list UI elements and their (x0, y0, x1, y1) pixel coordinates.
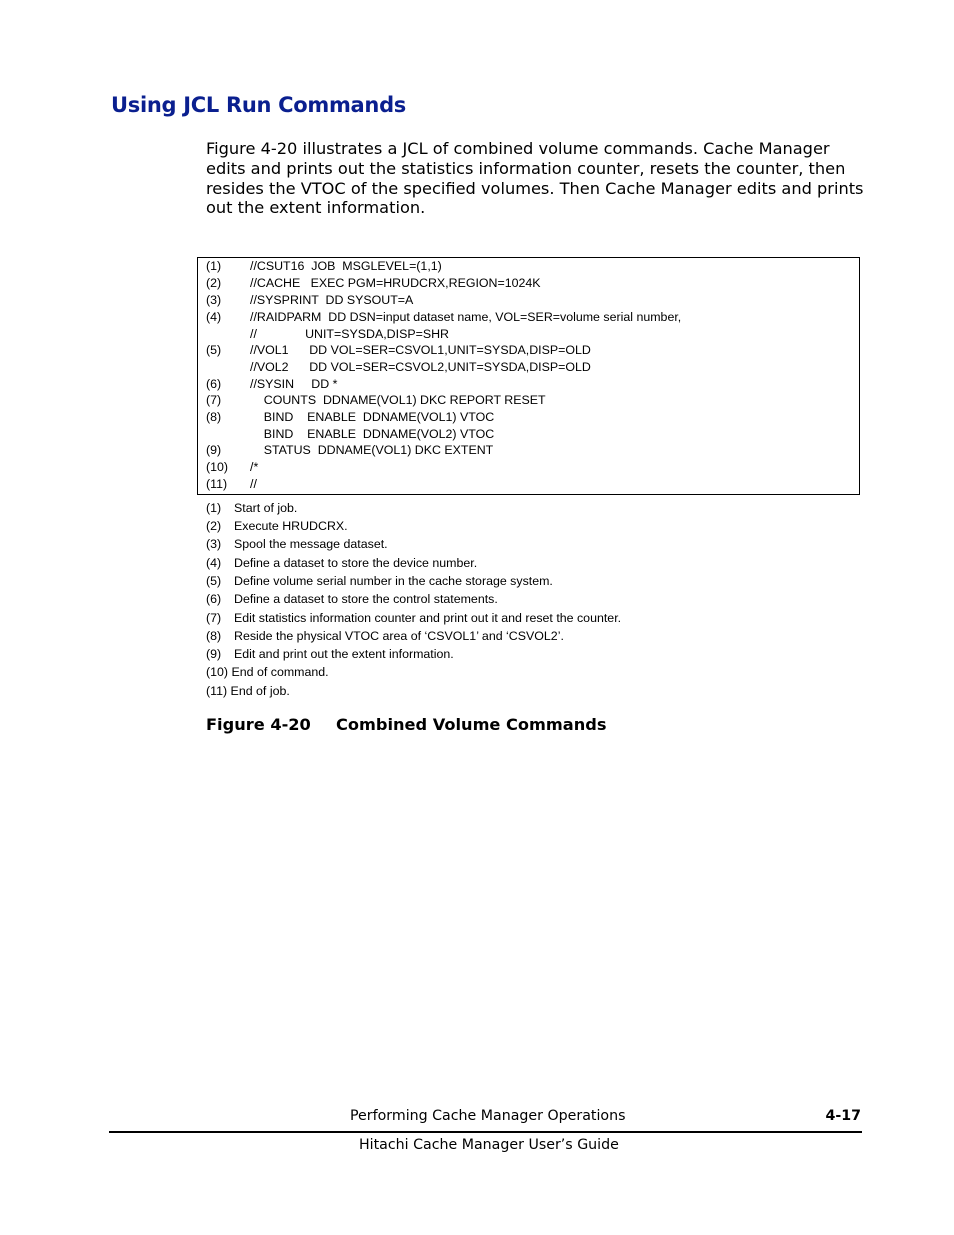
footer-page-number: 4-17 (825, 1108, 861, 1124)
note-number: (6) (206, 592, 222, 606)
code-line-number: (10) (206, 460, 229, 474)
code-line-text: //VOL1 DD VOL=SER=CSVOL1,UNIT=SYSDA,DISP=OLD (250, 343, 591, 357)
note-text: Execute HRUDCRX. (234, 519, 348, 533)
note-text: (11) End of job. (206, 684, 290, 698)
code-line-text: /* (250, 460, 259, 474)
note-text: Start of job. (234, 501, 298, 515)
code-line-number: (9) (206, 443, 222, 457)
note-number: (2) (206, 519, 222, 533)
code-line-number: (1) (206, 259, 222, 273)
footer-guide-title: Hitachi Cache Manager User’s Guide (359, 1137, 619, 1153)
code-line-text: BIND ENABLE DDNAME(VOL2) VTOC (250, 427, 495, 441)
section-heading: Using JCL Run Commands (111, 93, 406, 117)
footer-section-title: Performing Cache Manager Operations (350, 1108, 626, 1124)
footer-divider (109, 1131, 862, 1133)
note-text: Spool the message dataset. (234, 537, 388, 551)
note-text: Define volume serial number in the cache storage system. (234, 574, 553, 588)
note-text: (10) End of command. (206, 665, 329, 679)
code-line-number: (2) (206, 276, 222, 290)
note-number: (4) (206, 556, 222, 570)
figure-label: Figure 4-20 (206, 715, 311, 734)
code-line-number: (3) (206, 293, 222, 307)
code-line-number: (5) (206, 343, 222, 357)
code-line-number: (8) (206, 410, 222, 424)
note-number: (1) (206, 501, 222, 515)
note-text: Edit statistics information counter and print out it and reset the counter. (234, 611, 622, 625)
intro-paragraph: Figure 4-20 illustrates a JCL of combined volume commands. Cache Manager edits and prints out the statistics information counter, resets the counter, then resides the VTOC of the specified volumes. Then Cache Manager edits and prints out the extent information. (206, 139, 864, 218)
code-line-text: //SYSIN DD * (250, 377, 338, 391)
code-line-number: (11) (206, 477, 228, 491)
note-number: (5) (206, 574, 222, 588)
code-line-text: //SYSPRINT DD SYSOUT=A (250, 293, 414, 307)
note-text: Edit and print out the extent information. (234, 647, 454, 661)
code-line-text: //CSUT16 JOB MSGLEVEL=(1,1) (250, 259, 442, 273)
code-line-number: (4) (206, 310, 222, 324)
note-text: Define a dataset to store the control statements. (234, 592, 498, 606)
note-number: (3) (206, 537, 222, 551)
code-line-number: (7) (206, 393, 222, 407)
figure-title: Combined Volume Commands (336, 715, 607, 734)
note-text: Define a dataset to store the device number. (234, 556, 478, 570)
code-line-text: BIND ENABLE DDNAME(VOL1) VTOC (250, 410, 495, 424)
note-number: (9) (206, 647, 222, 661)
note-text: Reside the physical VTOC area of ‘CSVOL1’ and ‘CSVOL2’. (234, 629, 564, 643)
code-line-text: //RAIDPARM DD DSN=input dataset name, VOL=SER=volume serial number, (250, 310, 682, 324)
note-number: (7) (206, 611, 222, 625)
code-line-text: //CACHE EXEC PGM=HRUDCRX,REGION=1024K (250, 276, 541, 290)
jcl-code-box (197, 257, 860, 495)
code-line-text: COUNTS DDNAME(VOL1) DKC REPORT RESET (250, 393, 546, 407)
code-line-text: // UNIT=SYSDA,DISP=SHR (250, 327, 449, 341)
note-number: (8) (206, 629, 222, 643)
code-line-text: //VOL2 DD VOL=SER=CSVOL2,UNIT=SYSDA,DISP=OLD (250, 360, 591, 374)
code-line-text: // (250, 477, 257, 491)
code-line-number: (6) (206, 377, 222, 391)
code-line-text: STATUS DDNAME(VOL1) DKC EXTENT (250, 443, 494, 457)
